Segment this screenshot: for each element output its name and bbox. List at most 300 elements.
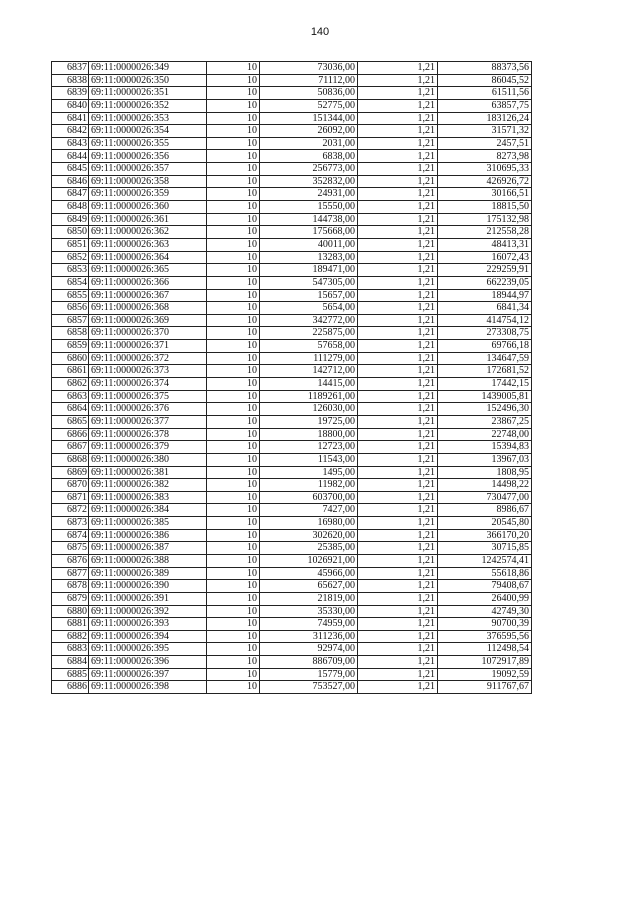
value-cell: 603700,00 <box>260 491 358 504</box>
value-cell: 15779,00 <box>260 668 358 681</box>
cadastral-number-cell: 69:11:0000026:354 <box>89 125 207 138</box>
value-cell: 111279,00 <box>260 352 358 365</box>
cadastral-number-cell: 69:11:0000026:393 <box>89 618 207 631</box>
row-number-cell: 6865 <box>52 415 89 428</box>
category-cell: 10 <box>207 643 260 656</box>
table-row <box>52 352 532 365</box>
coefficient-cell: 1,21 <box>358 137 438 150</box>
total-cell: 426926,72 <box>438 175 532 188</box>
category-cell: 10 <box>207 112 260 125</box>
row-number-cell: 6837 <box>52 62 89 75</box>
value-cell: 189471,00 <box>260 264 358 277</box>
cadastral-number-cell: 69:11:0000026:394 <box>89 630 207 643</box>
coefficient-cell: 1,21 <box>358 125 438 138</box>
total-cell: 730477,00 <box>438 491 532 504</box>
value-cell: 65627,00 <box>260 580 358 593</box>
coefficient-cell: 1,21 <box>358 517 438 530</box>
cadastral-number-cell: 69:11:0000026:372 <box>89 352 207 365</box>
coefficient-cell: 1,21 <box>358 87 438 100</box>
total-cell: 229259,91 <box>438 264 532 277</box>
row-number-cell: 6870 <box>52 479 89 492</box>
row-number-cell: 6874 <box>52 529 89 542</box>
cadastral-number-cell: 69:11:0000026:398 <box>89 681 207 694</box>
row-number-cell: 6864 <box>52 403 89 416</box>
category-cell: 10 <box>207 150 260 163</box>
value-cell: 151344,00 <box>260 112 358 125</box>
value-cell: 40011,00 <box>260 238 358 251</box>
row-number-cell: 6885 <box>52 668 89 681</box>
registry-table <box>51 61 532 694</box>
value-cell: 302620,00 <box>260 529 358 542</box>
cadastral-number-cell: 69:11:0000026:377 <box>89 415 207 428</box>
table-row <box>52 567 532 580</box>
total-cell: 18944,97 <box>438 289 532 302</box>
cadastral-number-cell: 69:11:0000026:384 <box>89 504 207 517</box>
cadastral-number-cell: 69:11:0000026:378 <box>89 428 207 441</box>
table-row <box>52 226 532 239</box>
coefficient-cell: 1,21 <box>358 453 438 466</box>
total-cell: 183126,24 <box>438 112 532 125</box>
value-cell: 25385,00 <box>260 542 358 555</box>
category-cell: 10 <box>207 466 260 479</box>
coefficient-cell: 1,21 <box>358 188 438 201</box>
cadastral-number-cell: 69:11:0000026:351 <box>89 87 207 100</box>
row-number-cell: 6849 <box>52 213 89 226</box>
value-cell: 256773,00 <box>260 163 358 176</box>
table-row <box>52 618 532 631</box>
table-row <box>52 213 532 226</box>
table-row <box>52 656 532 669</box>
table-row <box>52 62 532 75</box>
cadastral-number-cell: 69:11:0000026:366 <box>89 276 207 289</box>
coefficient-cell: 1,21 <box>358 340 438 353</box>
coefficient-cell: 1,21 <box>358 62 438 75</box>
coefficient-cell: 1,21 <box>358 479 438 492</box>
coefficient-cell: 1,21 <box>358 567 438 580</box>
total-cell: 1242574,41 <box>438 554 532 567</box>
table-row <box>52 491 532 504</box>
table-row <box>52 554 532 567</box>
coefficient-cell: 1,21 <box>358 201 438 214</box>
value-cell: 144738,00 <box>260 213 358 226</box>
row-number-cell: 6838 <box>52 74 89 87</box>
total-cell: 8986,67 <box>438 504 532 517</box>
category-cell: 10 <box>207 188 260 201</box>
row-number-cell: 6873 <box>52 517 89 530</box>
table-row <box>52 630 532 643</box>
total-cell: 20545,80 <box>438 517 532 530</box>
category-cell: 10 <box>207 314 260 327</box>
category-cell: 10 <box>207 554 260 567</box>
cadastral-number-cell: 69:11:0000026:375 <box>89 390 207 403</box>
cadastral-number-cell: 69:11:0000026:385 <box>89 517 207 530</box>
cadastral-number-cell: 69:11:0000026:396 <box>89 656 207 669</box>
category-cell: 10 <box>207 201 260 214</box>
total-cell: 55618,86 <box>438 567 532 580</box>
row-number-cell: 6850 <box>52 226 89 239</box>
value-cell: 342772,00 <box>260 314 358 327</box>
total-cell: 13967,03 <box>438 453 532 466</box>
table-row <box>52 592 532 605</box>
table-row <box>52 390 532 403</box>
table-row <box>52 201 532 214</box>
table-row <box>52 378 532 391</box>
category-cell: 10 <box>207 390 260 403</box>
value-cell: 11982,00 <box>260 479 358 492</box>
table-row <box>52 453 532 466</box>
cadastral-number-cell: 69:11:0000026:389 <box>89 567 207 580</box>
row-number-cell: 6839 <box>52 87 89 100</box>
coefficient-cell: 1,21 <box>358 681 438 694</box>
total-cell: 90700,39 <box>438 618 532 631</box>
total-cell: 172681,52 <box>438 365 532 378</box>
total-cell: 366170,20 <box>438 529 532 542</box>
coefficient-cell: 1,21 <box>358 415 438 428</box>
total-cell: 88373,56 <box>438 62 532 75</box>
row-number-cell: 6877 <box>52 567 89 580</box>
category-cell: 10 <box>207 327 260 340</box>
category-cell: 10 <box>207 529 260 542</box>
row-number-cell: 6846 <box>52 175 89 188</box>
value-cell: 1495,00 <box>260 466 358 479</box>
category-cell: 10 <box>207 125 260 138</box>
category-cell: 10 <box>207 517 260 530</box>
value-cell: 35330,00 <box>260 605 358 618</box>
row-number-cell: 6876 <box>52 554 89 567</box>
total-cell: 48413,31 <box>438 238 532 251</box>
category-cell: 10 <box>207 415 260 428</box>
category-cell: 10 <box>207 99 260 112</box>
category-cell: 10 <box>207 580 260 593</box>
row-number-cell: 6878 <box>52 580 89 593</box>
coefficient-cell: 1,21 <box>358 289 438 302</box>
row-number-cell: 6842 <box>52 125 89 138</box>
cadastral-number-cell: 69:11:0000026:371 <box>89 340 207 353</box>
table-row <box>52 327 532 340</box>
coefficient-cell: 1,21 <box>358 529 438 542</box>
total-cell: 23867,25 <box>438 415 532 428</box>
value-cell: 753527,00 <box>260 681 358 694</box>
total-cell: 14498,22 <box>438 479 532 492</box>
total-cell: 310695,33 <box>438 163 532 176</box>
row-number-cell: 6858 <box>52 327 89 340</box>
coefficient-cell: 1,21 <box>358 605 438 618</box>
category-cell: 10 <box>207 289 260 302</box>
cadastral-number-cell: 69:11:0000026:381 <box>89 466 207 479</box>
total-cell: 273308,75 <box>438 327 532 340</box>
value-cell: 126030,00 <box>260 403 358 416</box>
total-cell: 18815,50 <box>438 201 532 214</box>
table-row <box>52 289 532 302</box>
table-row <box>52 314 532 327</box>
total-cell: 19092,59 <box>438 668 532 681</box>
table-row <box>52 580 532 593</box>
value-cell: 24931,00 <box>260 188 358 201</box>
cadastral-number-cell: 69:11:0000026:360 <box>89 201 207 214</box>
value-cell: 175668,00 <box>260 226 358 239</box>
cadastral-number-cell: 69:11:0000026:382 <box>89 479 207 492</box>
coefficient-cell: 1,21 <box>358 618 438 631</box>
category-cell: 10 <box>207 504 260 517</box>
row-number-cell: 6880 <box>52 605 89 618</box>
category-cell: 10 <box>207 428 260 441</box>
row-number-cell: 6860 <box>52 352 89 365</box>
category-cell: 10 <box>207 352 260 365</box>
row-number-cell: 6884 <box>52 656 89 669</box>
table-row <box>52 175 532 188</box>
coefficient-cell: 1,21 <box>358 264 438 277</box>
coefficient-cell: 1,21 <box>358 163 438 176</box>
cadastral-number-cell: 69:11:0000026:390 <box>89 580 207 593</box>
coefficient-cell: 1,21 <box>358 580 438 593</box>
total-cell: 79408,67 <box>438 580 532 593</box>
table-row <box>52 264 532 277</box>
cadastral-number-cell: 69:11:0000026:368 <box>89 302 207 315</box>
value-cell: 15657,00 <box>260 289 358 302</box>
cadastral-number-cell: 69:11:0000026:349 <box>89 62 207 75</box>
category-cell: 10 <box>207 238 260 251</box>
row-number-cell: 6868 <box>52 453 89 466</box>
cadastral-number-cell: 69:11:0000026:391 <box>89 592 207 605</box>
cadastral-number-cell: 69:11:0000026:395 <box>89 643 207 656</box>
value-cell: 71112,00 <box>260 74 358 87</box>
table-row <box>52 681 532 694</box>
value-cell: 1189261,00 <box>260 390 358 403</box>
table-row <box>52 74 532 87</box>
category-cell: 10 <box>207 302 260 315</box>
total-cell: 2457,51 <box>438 137 532 150</box>
total-cell: 8273,98 <box>438 150 532 163</box>
coefficient-cell: 1,21 <box>358 656 438 669</box>
value-cell: 92974,00 <box>260 643 358 656</box>
category-cell: 10 <box>207 605 260 618</box>
table-row <box>52 125 532 138</box>
cadastral-number-cell: 69:11:0000026:397 <box>89 668 207 681</box>
coefficient-cell: 1,21 <box>358 226 438 239</box>
total-cell: 30166,51 <box>438 188 532 201</box>
category-cell: 10 <box>207 656 260 669</box>
coefficient-cell: 1,21 <box>358 592 438 605</box>
value-cell: 45966,00 <box>260 567 358 580</box>
row-number-cell: 6875 <box>52 542 89 555</box>
cadastral-number-cell: 69:11:0000026:387 <box>89 542 207 555</box>
row-number-cell: 6869 <box>52 466 89 479</box>
cadastral-number-cell: 69:11:0000026:364 <box>89 251 207 264</box>
coefficient-cell: 1,21 <box>358 403 438 416</box>
total-cell: 69766,18 <box>438 340 532 353</box>
cadastral-number-cell: 69:11:0000026:374 <box>89 378 207 391</box>
cadastral-number-cell: 69:11:0000026:363 <box>89 238 207 251</box>
coefficient-cell: 1,21 <box>358 238 438 251</box>
category-cell: 10 <box>207 441 260 454</box>
cadastral-number-cell: 69:11:0000026:352 <box>89 99 207 112</box>
total-cell: 16072,43 <box>438 251 532 264</box>
row-number-cell: 6867 <box>52 441 89 454</box>
row-number-cell: 6859 <box>52 340 89 353</box>
table-row <box>52 163 532 176</box>
category-cell: 10 <box>207 668 260 681</box>
coefficient-cell: 1,21 <box>358 251 438 264</box>
coefficient-cell: 1,21 <box>358 352 438 365</box>
category-cell: 10 <box>207 340 260 353</box>
row-number-cell: 6882 <box>52 630 89 643</box>
row-number-cell: 6872 <box>52 504 89 517</box>
value-cell: 225875,00 <box>260 327 358 340</box>
cadastral-number-cell: 69:11:0000026:380 <box>89 453 207 466</box>
value-cell: 5654,00 <box>260 302 358 315</box>
row-number-cell: 6862 <box>52 378 89 391</box>
category-cell: 10 <box>207 479 260 492</box>
coefficient-cell: 1,21 <box>358 491 438 504</box>
value-cell: 16980,00 <box>260 517 358 530</box>
category-cell: 10 <box>207 592 260 605</box>
coefficient-cell: 1,21 <box>358 643 438 656</box>
coefficient-cell: 1,21 <box>358 327 438 340</box>
coefficient-cell: 1,21 <box>358 441 438 454</box>
coefficient-cell: 1,21 <box>358 99 438 112</box>
row-number-cell: 6856 <box>52 302 89 315</box>
table-row <box>52 238 532 251</box>
category-cell: 10 <box>207 226 260 239</box>
coefficient-cell: 1,21 <box>358 276 438 289</box>
value-cell: 73036,00 <box>260 62 358 75</box>
table-row <box>52 99 532 112</box>
cadastral-number-cell: 69:11:0000026:369 <box>89 314 207 327</box>
table-row <box>52 529 532 542</box>
value-cell: 352832,00 <box>260 175 358 188</box>
table-row <box>52 251 532 264</box>
category-cell: 10 <box>207 213 260 226</box>
row-number-cell: 6883 <box>52 643 89 656</box>
total-cell: 17442,15 <box>438 378 532 391</box>
cadastral-number-cell: 69:11:0000026:357 <box>89 163 207 176</box>
table-row <box>52 428 532 441</box>
category-cell: 10 <box>207 567 260 580</box>
row-number-cell: 6881 <box>52 618 89 631</box>
coefficient-cell: 1,21 <box>358 428 438 441</box>
cadastral-number-cell: 69:11:0000026:386 <box>89 529 207 542</box>
table-row <box>52 302 532 315</box>
row-number-cell: 6871 <box>52 491 89 504</box>
table-row <box>52 479 532 492</box>
category-cell: 10 <box>207 62 260 75</box>
value-cell: 26092,00 <box>260 125 358 138</box>
total-cell: 42749,30 <box>438 605 532 618</box>
total-cell: 1072917,89 <box>438 656 532 669</box>
row-number-cell: 6857 <box>52 314 89 327</box>
category-cell: 10 <box>207 403 260 416</box>
category-cell: 10 <box>207 276 260 289</box>
coefficient-cell: 1,21 <box>358 302 438 315</box>
value-cell: 2031,00 <box>260 137 358 150</box>
category-cell: 10 <box>207 378 260 391</box>
cadastral-number-cell: 69:11:0000026:392 <box>89 605 207 618</box>
cadastral-number-cell: 69:11:0000026:379 <box>89 441 207 454</box>
value-cell: 50836,00 <box>260 87 358 100</box>
total-cell: 376595,56 <box>438 630 532 643</box>
cadastral-number-cell: 69:11:0000026:362 <box>89 226 207 239</box>
total-cell: 63857,75 <box>438 99 532 112</box>
table-row <box>52 137 532 150</box>
category-cell: 10 <box>207 453 260 466</box>
coefficient-cell: 1,21 <box>358 542 438 555</box>
table-row <box>52 466 532 479</box>
coefficient-cell: 1,21 <box>358 378 438 391</box>
value-cell: 15550,00 <box>260 201 358 214</box>
table-row <box>52 441 532 454</box>
total-cell: 1439005,81 <box>438 390 532 403</box>
row-number-cell: 6861 <box>52 365 89 378</box>
cadastral-number-cell: 69:11:0000026:388 <box>89 554 207 567</box>
cadastral-number-cell: 69:11:0000026:358 <box>89 175 207 188</box>
coefficient-cell: 1,21 <box>358 390 438 403</box>
value-cell: 19725,00 <box>260 415 358 428</box>
total-cell: 61511,56 <box>438 87 532 100</box>
cadastral-number-cell: 69:11:0000026:359 <box>89 188 207 201</box>
value-cell: 74959,00 <box>260 618 358 631</box>
table-row <box>52 150 532 163</box>
total-cell: 414754,12 <box>438 314 532 327</box>
total-cell: 662239,05 <box>438 276 532 289</box>
category-cell: 10 <box>207 365 260 378</box>
category-cell: 10 <box>207 137 260 150</box>
total-cell: 212558,28 <box>438 226 532 239</box>
cadastral-number-cell: 69:11:0000026:355 <box>89 137 207 150</box>
coefficient-cell: 1,21 <box>358 554 438 567</box>
row-number-cell: 6851 <box>52 238 89 251</box>
row-number-cell: 6866 <box>52 428 89 441</box>
table-row <box>52 87 532 100</box>
page-number: 140 <box>310 26 330 38</box>
cadastral-number-cell: 69:11:0000026:383 <box>89 491 207 504</box>
total-cell: 911767,67 <box>438 681 532 694</box>
row-number-cell: 6840 <box>52 99 89 112</box>
row-number-cell: 6841 <box>52 112 89 125</box>
total-cell: 86045,52 <box>438 74 532 87</box>
total-cell: 175132,98 <box>438 213 532 226</box>
coefficient-cell: 1,21 <box>358 630 438 643</box>
table-row <box>52 276 532 289</box>
row-number-cell: 6853 <box>52 264 89 277</box>
value-cell: 52775,00 <box>260 99 358 112</box>
total-cell: 1808,95 <box>438 466 532 479</box>
category-cell: 10 <box>207 87 260 100</box>
coefficient-cell: 1,21 <box>358 504 438 517</box>
cadastral-number-cell: 69:11:0000026:365 <box>89 264 207 277</box>
cadastral-number-cell: 69:11:0000026:373 <box>89 365 207 378</box>
table-row <box>52 542 532 555</box>
table-row <box>52 403 532 416</box>
row-number-cell: 6844 <box>52 150 89 163</box>
coefficient-cell: 1,21 <box>358 365 438 378</box>
value-cell: 12723,00 <box>260 441 358 454</box>
row-number-cell: 6843 <box>52 137 89 150</box>
table-row <box>52 605 532 618</box>
value-cell: 142712,00 <box>260 365 358 378</box>
total-cell: 26400,99 <box>438 592 532 605</box>
coefficient-cell: 1,21 <box>358 466 438 479</box>
registry-table-body <box>52 62 532 694</box>
cadastral-number-cell: 69:11:0000026:353 <box>89 112 207 125</box>
cadastral-number-cell: 69:11:0000026:361 <box>89 213 207 226</box>
row-number-cell: 6854 <box>52 276 89 289</box>
table-row <box>52 668 532 681</box>
cadastral-number-cell: 69:11:0000026:356 <box>89 150 207 163</box>
total-cell: 22748,00 <box>438 428 532 441</box>
coefficient-cell: 1,21 <box>358 213 438 226</box>
table-row <box>52 504 532 517</box>
total-cell: 15394,83 <box>438 441 532 454</box>
